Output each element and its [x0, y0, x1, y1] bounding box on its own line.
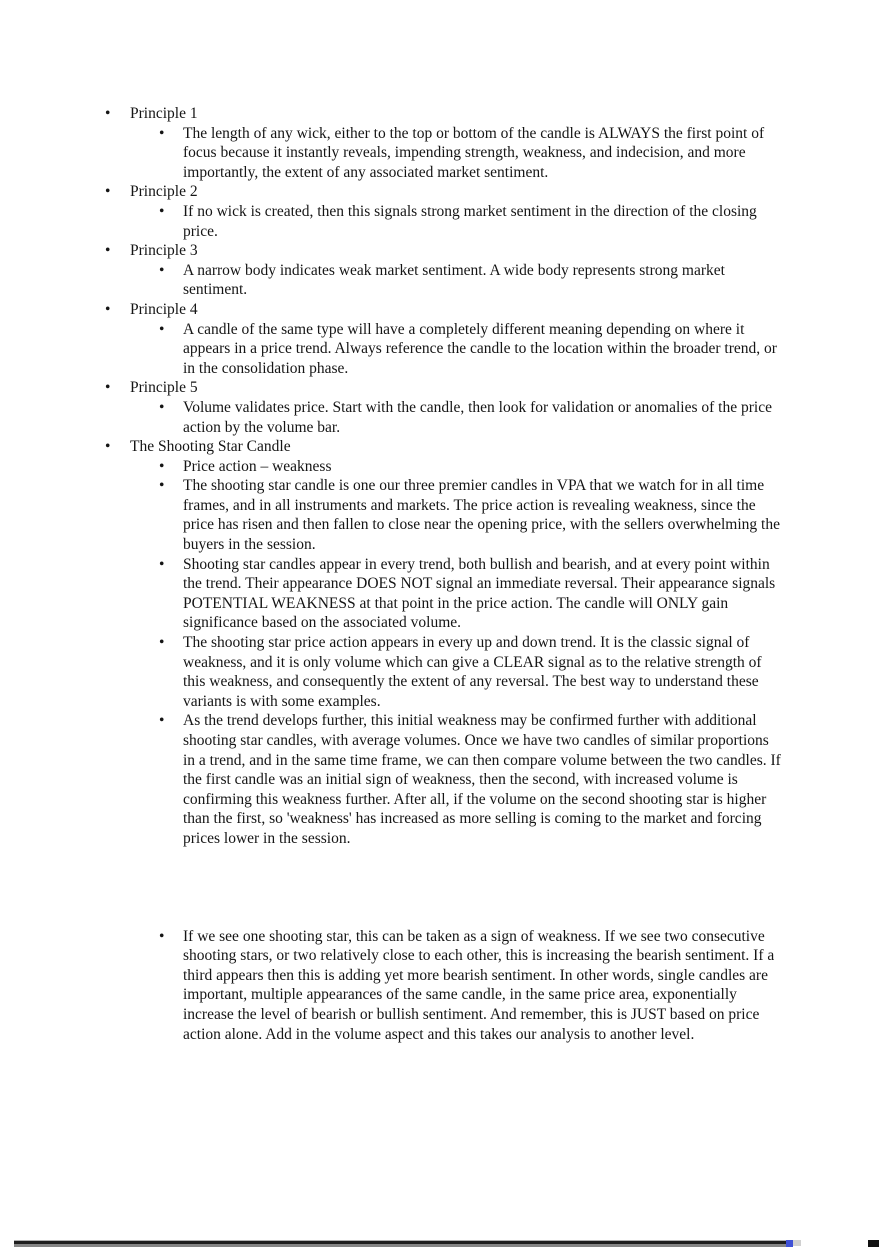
item-text: A narrow body indicates weak market sentiment. A wide body represents strong market sentiment. — [183, 261, 725, 299]
item-text: Volume validates price. Start with the candle, then look for validation or anomalies of the price action by the volume bar. — [183, 398, 772, 436]
list-item — [0, 437, 880, 1044]
list-item — [0, 457, 880, 477]
item-text: As the trend develops further, this initial weakness may be confirmed further with additional shooting star candles, with average volumes. Once we have two candles of similar proportions in a trend, and in the same time frame, we can then compare volume between the two candles. If the first candle was an initial sign of weakness, then the second, with increased volume is confirming this weakness further. After all, if the volume on the second shooting star is higher than the first, so 'weakness' has increased as more selling is coming to the market and forcing prices lower in the session. — [183, 712, 781, 847]
bullet-icon: • — [105, 300, 111, 318]
bullet-icon: • — [159, 927, 165, 945]
item-label: The Shooting Star Candle — [130, 438, 291, 456]
item-text: The shooting star price action appears in every up and down trend. It is the classic signal of weakness, and it is only volume which can give a CLEAR signal as to the relative strength of this weakness, and consequently the extent of any reversal. The best way to understand these variants is with some examples. — [183, 634, 762, 710]
item-label: Principle 2 — [130, 183, 198, 201]
bullet-icon: • — [159, 320, 165, 338]
bullet-icon: • — [159, 398, 165, 416]
outline-list — [0, 104, 880, 1044]
bullet-icon: • — [105, 105, 111, 122]
bullet-icon: • — [159, 261, 165, 279]
list-item — [0, 378, 880, 437]
bullet-icon: • — [159, 634, 165, 652]
bullet-icon: • — [159, 457, 165, 475]
item-text: If no wick is created, then this signals strong market sentiment in the direction of the closing price. — [183, 202, 757, 240]
item-text: Price action – weakness — [183, 457, 332, 475]
bottom-edge-accent-cap — [786, 1240, 793, 1247]
item-text: The length of any wick, either to the top or bottom of the candle is ALWAYS the first point of focus because it instantly reveals, impending strength, weakness, and indecision, and more importantly, the extent of any associated market sentiment. — [183, 124, 765, 181]
list-item — [0, 124, 880, 183]
list-item — [0, 320, 880, 379]
bullet-icon: • — [159, 124, 165, 142]
bullet-icon: • — [159, 202, 165, 220]
sub-list — [0, 320, 880, 379]
bullet-icon: • — [159, 555, 165, 573]
list-item — [0, 555, 880, 633]
list-item — [0, 398, 880, 437]
list-item — [0, 202, 880, 241]
bullet-icon: • — [105, 183, 111, 201]
sub-list — [0, 457, 880, 1044]
corner-resize-handle — [868, 1240, 879, 1247]
list-item — [0, 711, 880, 848]
item-text: If we see one shooting star, this can be taken as a sign of weakness. If we see two consecutive shooting stars, or two relatively close to each other, this is increasing the bearish sentiment. If a third appears then this is adding yet more bearish sentiment. In other words, single candles are important, multiple appearances of the same candle, in the same price area, exponentially increase the level of bearish or bullish sentiment. And remember, this is JUST based on price action alone. Add in the volume aspect and this takes our analysis to another level. — [183, 927, 775, 1043]
item-label: Principle 5 — [130, 379, 198, 397]
sub-list — [0, 261, 880, 300]
list-item — [0, 241, 880, 300]
item-text: The shooting star candle is one our three premier candles in VPA that we watch for in all time frames, and in all instruments and markets. The price action is revealing weakness, since the price has risen and then fallen to close near the opening price, with the sellers overwhelming the buyers in the session. — [183, 477, 780, 554]
sub-list — [0, 124, 880, 183]
bullet-icon: • — [105, 438, 111, 456]
sub-list — [0, 398, 880, 437]
list-item — [0, 633, 880, 711]
item-label: Principle 3 — [130, 242, 198, 260]
item-text: A candle of the same type will have a completely different meaning depending on where it appears in a price trend. Always reference the candle to the location within the broader trend, or in the consolidation phase. — [183, 320, 777, 377]
bullet-icon: • — [105, 242, 111, 260]
item-label: Principle 4 — [130, 300, 198, 318]
list-item — [0, 182, 880, 241]
list-item — [0, 927, 880, 1045]
bullet-icon: • — [159, 712, 165, 730]
bottom-edge-light-cap — [793, 1240, 801, 1246]
list-item — [0, 476, 880, 554]
bullet-icon: • — [159, 477, 165, 495]
document-page — [0, 104, 880, 1044]
bottom-window-edge — [14, 1240, 786, 1247]
sub-list — [0, 202, 880, 241]
list-item — [0, 300, 880, 378]
bullet-icon: • — [105, 379, 111, 397]
item-text: Shooting star candles appear in every trend, both bullish and bearish, and at every point within the trend. Their appearance DOES NOT signal an immediate reversal. Their appearance signals POTENTIAL WEAKNESS at that point in the price action. The candle will ONLY gain significance based on the associated volume. — [183, 555, 776, 632]
item-label: Principle 1 — [130, 105, 198, 122]
list-item — [0, 261, 880, 300]
list-item — [0, 104, 880, 182]
